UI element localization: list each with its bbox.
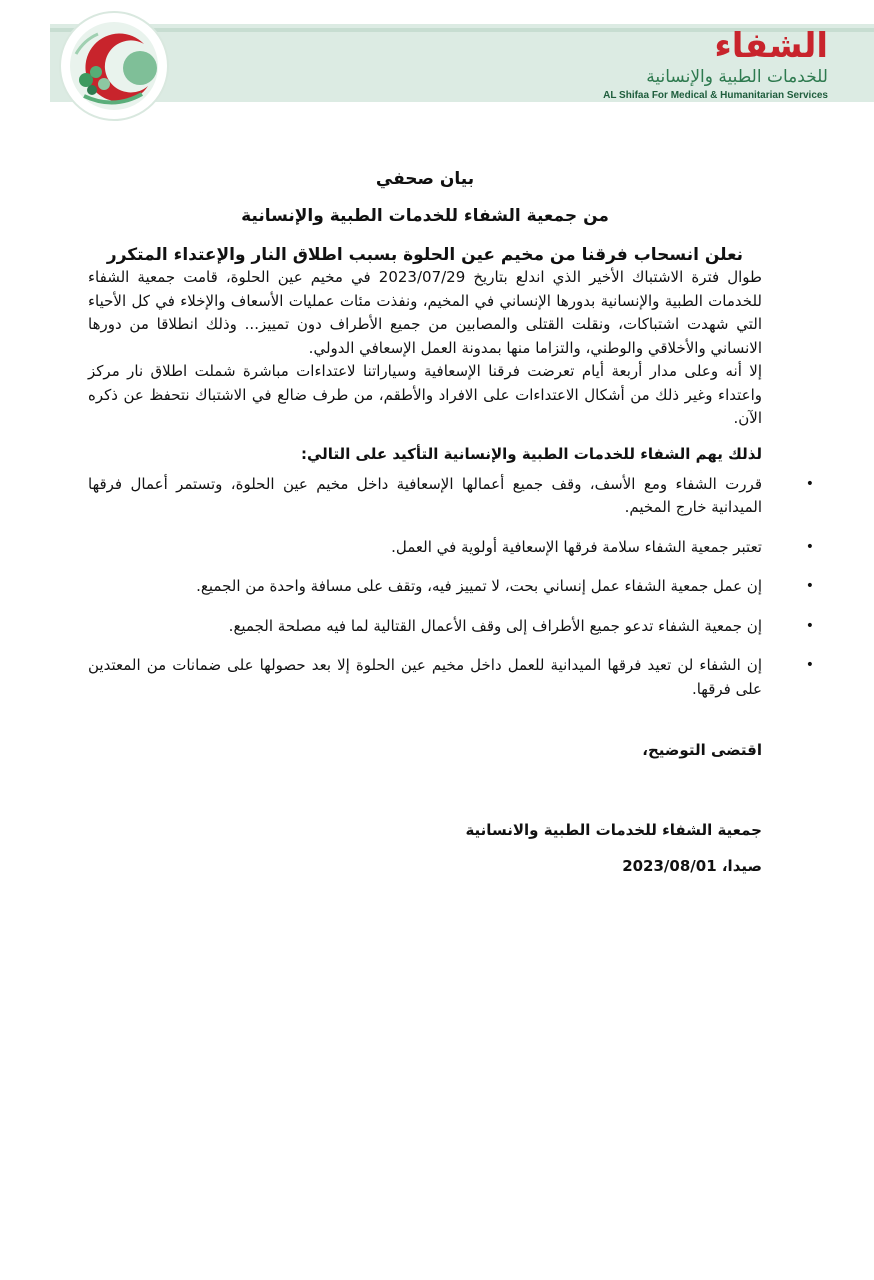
document-subject: نعلن انسحاب فرقنا من مخيم عين الحلوة بسبب اطلاق النار والإعتداء المتكرر	[106, 245, 744, 265]
list-item	[88, 615, 814, 639]
list-item-text: إن الشفاء لن تعيد فرقها الميدانية للعمل داخل مخيم عين الحلوة إلا بعد حصولها على ضمانات من المعتدين على فرقها.	[88, 656, 762, 698]
brand-name: الشفاء	[714, 26, 828, 66]
list-item-text: إن عمل جمعية الشفاء عمل إنساني بحت، لا تمييز فيه، وتقف على مسافة واحدة من الجميع.	[196, 577, 762, 595]
list-item	[88, 536, 814, 560]
list-item	[88, 654, 814, 701]
points-list	[88, 473, 814, 702]
document-title: بيان صحفي	[375, 169, 475, 189]
brand-subtitle: للخدمات الطبية والإنسانية	[646, 67, 828, 87]
document-body	[88, 160, 814, 877]
paragraph-1: طوال فترة الاشتباك الأخير الذي اندلع بتاريخ 2023/07/29 في مخيم عين الحلوة، قامت جمعية الشفاء للخدمات الطبية والإنسانية بدورها الإنساني في المخيم، ونفذت مئات عمليات الأسعاف والإخلاء في كل الأحياء التي شهدت اشتباكات، ونقلت القتلى والمصابين من جميع الأطراف دون تمييز... وذلك انطلاقا من دورها الانساني والأخلاقي والوطني، والتزاما منها بمدونة العمل الإسعافي الدولي.	[88, 268, 762, 357]
list-item	[88, 575, 814, 599]
closing-line: اقتضى التوضيح،	[642, 741, 762, 759]
brand-block	[568, 28, 828, 102]
bullet-icon: •	[805, 475, 814, 492]
bullet-icon: •	[805, 538, 814, 555]
list-item-text: قررت الشفاء ومع الأسف، وقف جميع أعمالها الإسعافية داخل مخيم عين الحلوة، وتستمر أعمال فرقها الميدانية خارج المخيم.	[88, 474, 762, 516]
points-lead: لذلك يهم الشفاء للخدمات الطبية والإنسانية التأكيد على التالي:	[301, 444, 762, 463]
list-item-text: إن جمعية الشفاء تدعو جميع الأطراف إلى وقف الأعمال القتالية لما فيه مصلحة الجميع.	[228, 616, 762, 635]
list-item-text: تعتبر جمعية الشفاء سلامة فرقها الإسعافية أولوية في العمل.	[391, 537, 762, 556]
paragraph-2: إلا أنه وعلى مدار أربعة أيام تعرضت فرقنا الإسعافية وسياراتنا لاعتداءات مباشرة شملت اطلاق نار مركز واعتداء وغير ذلك من أشكال الاعتداءات على الافراد والأطقم، من طرف ضالع في الاشتباك نتحفظ عن ذكره الآن.	[88, 362, 762, 427]
signature-date: صيدا، 2023/08/01	[622, 857, 762, 875]
bullet-icon: •	[805, 657, 814, 673]
logo-emblem	[48, 10, 180, 122]
brand-english: AL Shifaa For Medical & Humanitarian Services	[603, 90, 828, 101]
signature-name: جمعية الشفاء للخدمات الطبية والانسانية	[465, 821, 762, 839]
bullet-icon: •	[805, 617, 814, 634]
logo-emblem-icon	[48, 10, 180, 122]
bullet-icon: •	[805, 578, 814, 594]
document-from-line: من جمعية الشفاء للخدمات الطبية والإنسانية	[241, 206, 609, 226]
list-item	[88, 473, 814, 520]
